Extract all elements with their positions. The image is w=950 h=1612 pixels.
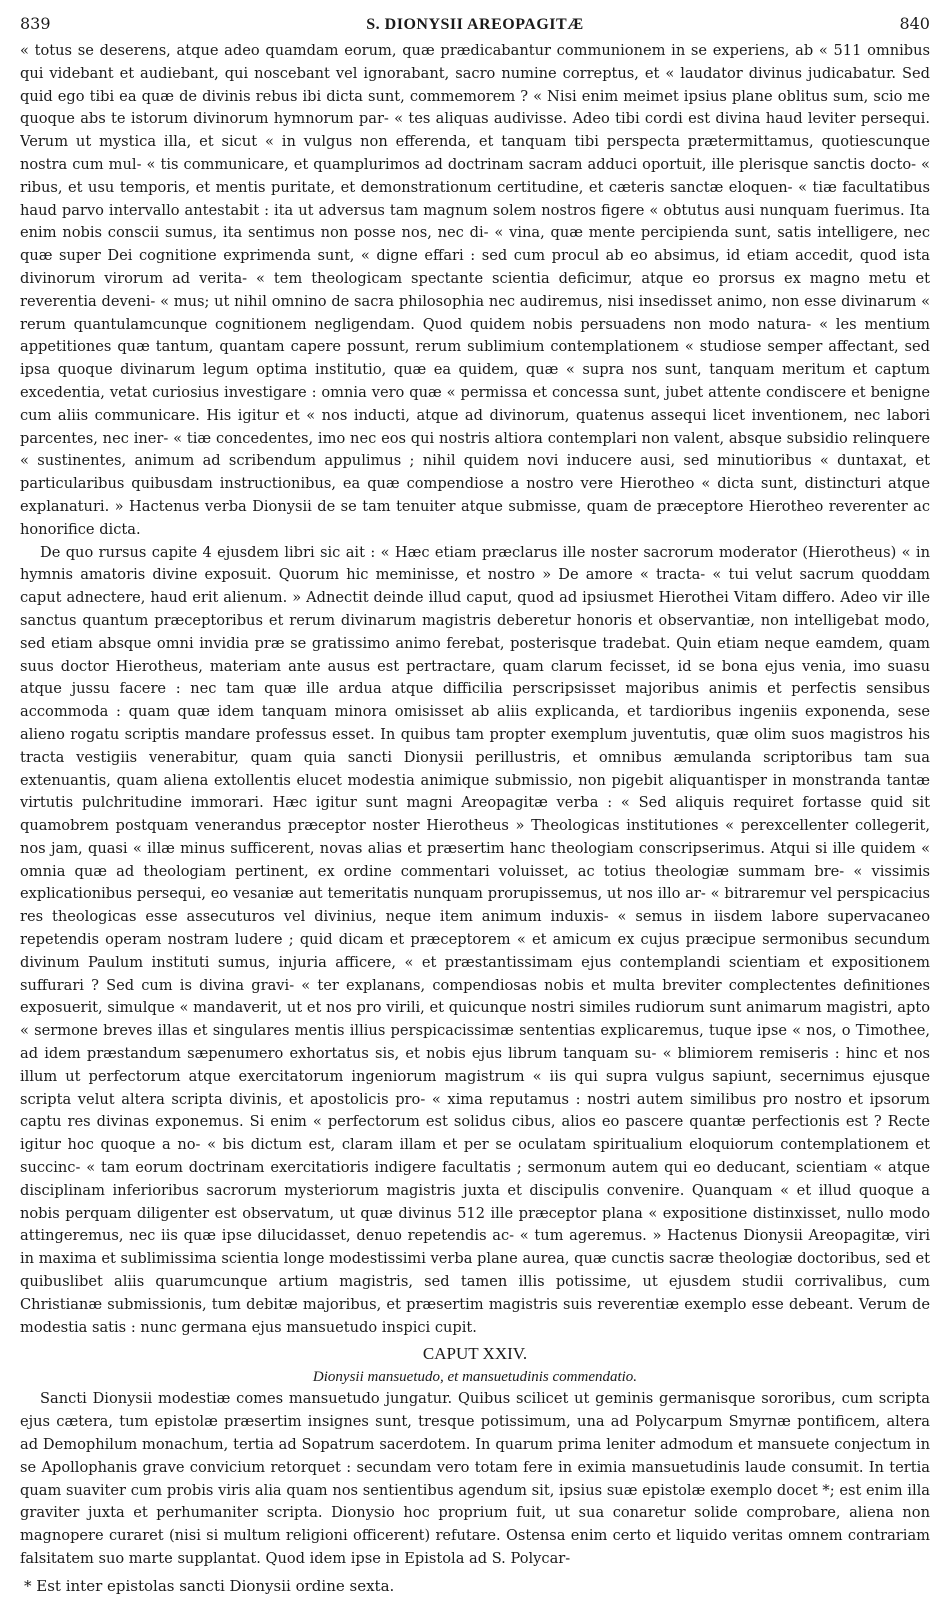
page-number-left: 839 <box>20 14 51 33</box>
body-paragraph-modesty: De quo rursus capite 4 ejusdem libri sic ait : « Hæc etiam præclarus ille noster sacrorum moderator (Hierotheus) « in hymnis amatoris divine exposuit. Quorum hic meminisse, et nostro » De amore « tracta- « tui velut sacrum quoddam caput adnectere, haud erit alienum. » Adnectit deinde illud caput, quod ad ipsiusmet Hierothei Vitam differo. Adeo vir ille sanctus quantum præceptoribus et rerum divinarum magistris deberetur honoris et observantiæ, non intelligebat modo, sed etiam absque omni invidia præ se gratissimo animo ferebat, posterisque tradebat. Quin etiam neque eamdem, quam suus doctor Hierotheus, materiam ante ausus est pertractare, quam clarum fecisset, id se bona ejus venia, imo suasu atque jussu facere : nec tam quæ ille ardua atque difficilia perscripsisset majoribus animis et perfectis sensibus accommoda : quam quæ idem tanquam minora omisisset ab aliis explicanda, et tardioribus ingeniis exponenda, sese alieno rogatu scriptis mandare professus esset. In quibus tam propter exemplum juventutis, quæ olim suos magistros his tracta vestigiis venerabitur, quam quia sancti Dionysii perillustris, et omnibus æmulanda scriptoribus tam sua extenuantis, quam aliena extollentis elucet modestia animique submissio, non pigebit aliquantisper in monstranda tantæ virtutis pulchritudine immorari. Hæc igitur sunt magni Areopagitæ verba : « Sed aliquis requiret fortasse quid sit quamobrem postquam venerandus præceptor noster Hierotheus » Theologicas institutiones « perexcellenter collegerit, nos jam, quasi « illæ minus sufficerent, novas alias et præsertim hanc theologiam conscripserimus. Atqui si ille quidem « omnia quæ ad theologiam pertinent, ex ordine commentari voluisset, ac totius theologiæ summam bre- « vissimis explicationibus persequi, eo vesaniæ aut temeritatis nunquam prorupissemus, ut nos illo ar- « bitraremur vel perspicacius res theologicas esse assecuturos vel divinius, neque item animum induxis- « semus in iisdem labore supervacaneo repetendis operam nostram ludere ; quid dicam et præceptorem « et amicum ex cujus præcipue sermonibus secundum divinum Paulum instituti sumus, injuria afficere, « et præstantissimam ejus contemplandi scientiam et expositionem suffurari ? Sed cum is divina gravi- « ter explanans, compendiosas nobis et multa breviter complectentes definitiones exposuerit, simulque « mandaverit, ut et nos pro virili, et quicunque nostri similes rudiorum sunt animarum magistri, apto « sermone breves illas et singulares mentis illius perspicacissimæ sententias explicaremus, tuque ipse « nos, o Timothee, ad idem præstandum sæpenumero exhortatus sis, et nobis ejus librum tanquam su- « blimiorem remiseris : hinc et nos illum ut perfectorum atque exercitatorum ingeniorum magistrum « iis qui supra vulgus sapiunt, secernimus ejusque scripta velut altera scripta divinis, et apostolicis pro- « xima reputamus : nostri autem similibus pro nostro et ipsorum captu res divinas exponemus. Si enim « perfectorum est solidus cibus, alios eo pascere quantæ perfectionis est ? Recte igitur hoc quoque a no- « bis dictum est, claram illam et per se oculatam spiritualium eloquiorum contemplationem et succinc- « tam eorum doctrinam exercitatioris indigere facultatis ; sermonum autem qui eo deducant, scientiam « atque disciplinam inferioribus sacrorum mysteriorum magistris juxta et discipulis convenire. Quanquam « et illud quoque a nobis perquam diligenter est observatum, ut quæ divinus 512 ille præceptor plana « expositione distinxisset, nullo modo attingeremus, nec iis quæ ipse dilucidasset, denuo repetendis ac- « tum ageremus. » Hactenus Dionysii Areopagitæ, viri in maxima et sublimissima scientia longe modestissimi verba plane aurea, quæ cunctis sacræ theologiæ doctoribus, sed et quibuslibet aliis quarumcunque artium magistris, sed tamen illis potissime, ut ejusdem studii corrivalibus, cum Christianæ submissionis, tum debitæ majoribus, et præsertim magistris suis reverentiæ exemplo esse debeant. Verum de modestia satis : nunc germana ejus mansuetudo inspici cupit. <box>20 543 930 1336</box>
running-head <box>20 14 930 36</box>
quoted-passage: « totus se deserens, atque adeo quamdam eorum, quæ prædicabantur communionem in se experiens, ab « 511 omnibus qui videbant et audiebant, qui noscebant vel ignorabant, sacro numine correptus, et « laudator divinus judicabatur. Sed quid ego tibi ea quæ de divinis rebus ibi dicta sunt, commemorem ? « Nisi enim meimet ipsius plane oblitus sum, scio me quoque abs te istorum divinorum hymnorum par- « tes aliquas audivisse. Adeo tibi cordi est divina haud leviter persequi. Verum ut mystica illa, et sicut « in vulgus non efferenda, et tanquam tibi perspecta prætermittamus, quotiescunque nostra cum mul- « tis communicare, et quamplurimos ad doctrinam sacram adduci oportuit, ille plerisque sanctis docto- « ribus, et usu temporis, et mentis puritate, et demonstrationum certitudine, et cæteris sanctæ eloquen- « tiæ facultatibus haud parvo intervallo antestabit : ita ut adversus tam magnum solem nostros figere « obtutus ausi nunquam fuerimus. Ita enim nobis conscii sumus, ita sentimus non posse nos, nec di- « vina, quæ mente percipienda sunt, satis intelligere, nec quæ super Dei cognitione exprimenda sunt, « digne effari : sed cum procul ab eo absimus, id etiam accedit, quod ista divinorum virorum ad verita- « tem theologicam spectante scientia deficimur, atque eo prorsus ex magno metu et reverentia deveni- « mus; ut nihil omnino de sacra philosophia nec audiremus, nisi insedisset animo, non esse divinarum « rerum quantulamcunque cognitionem negligendam. Quod quidem nobis persuadens non modo natura- « les mentium appetitiones quæ tantum, quantam capere possunt, rerum sublimium contemplationem « studiose semper affectant, sed ipsa quoque divinarum legum optima institutio, quæ ea quidem, quæ « supra nos sunt, tanquam meritum et captum excedentia, vetat curiosius investigare : omnia vero quæ « permissa et concessa sunt, jubet attente condiscere et benigne cum aliis communicare. His igitur et « nos inducti, atque ad divinorum, quatenus assequi licet inventionem, nec labori parcentes, nec iner- « tiæ concedentes, imo nec eos qui nostris altiora contemplari non valent, absque subsidio relinquere « sustinentes, animum ad scribendum appulimus ; nihil quidem novi inducere ausi, sed minutioribus « duntaxat, et particularibus quibusdam instructionibus, ea quæ compendiose a nostro vere Hierotheo « dicta sunt, distincturi atque explanaturi. » Hactenus verba Dionysii de se tam tenuiter atque submisse, quam de præceptore Hierotheo reverenter ac honorifice dicta. <box>20 42 930 538</box>
chapter-title: CAPUT XXIV. <box>422 1344 528 1364</box>
page-number-right: 840 <box>899 14 930 33</box>
document-page <box>20 14 930 1604</box>
running-title: S. DIONYSII AREOPAGITÆ <box>366 16 584 33</box>
chapter-subtitle: Dionysii mansuetudo, et mansuetudinis commendatio. <box>312 1369 638 1386</box>
body-paragraph-mansuetudo: Sancti Dionysii modestiæ comes mansuetudo jungatur. Quibus scilicet ut geminis germanisque sororibus, cum scripta ejus cætera, tum epistolæ præsertim insignes sunt, tresque potissimum, una ad Polycarpum Smyrnæ pontificem, altera ad Demophilum monachum, tertia ad Sopatrum sacerdotem. In quarum prima leniter admodum et mansuete conjectum in se Apollophanis grave convicium retorquet : secundam vero totam fere in eximia mansuetudinis laude consumit. In tertia quam suaviter cum probis viris alia quam nos sentientibus agendum sit, ipsius suæ epistolæ exemplo docet *; est enim illa graviter juxta et perhumaniter scripta. Dionysio hoc proprium fuit, ut sua conaretur solide comprobare, aliena non magnopere curaret (nisi si multum religioni officerent) refutare. Ostensa enim certo et liquido veritas omnem contrariam falsitatem suo marte supplantat. Quod idem ipse in Epistola ad S. Polycar- <box>20 1390 930 1567</box>
footnote: * Est inter epistolas sancti Dionysii ordine sexta. <box>24 1576 395 1595</box>
